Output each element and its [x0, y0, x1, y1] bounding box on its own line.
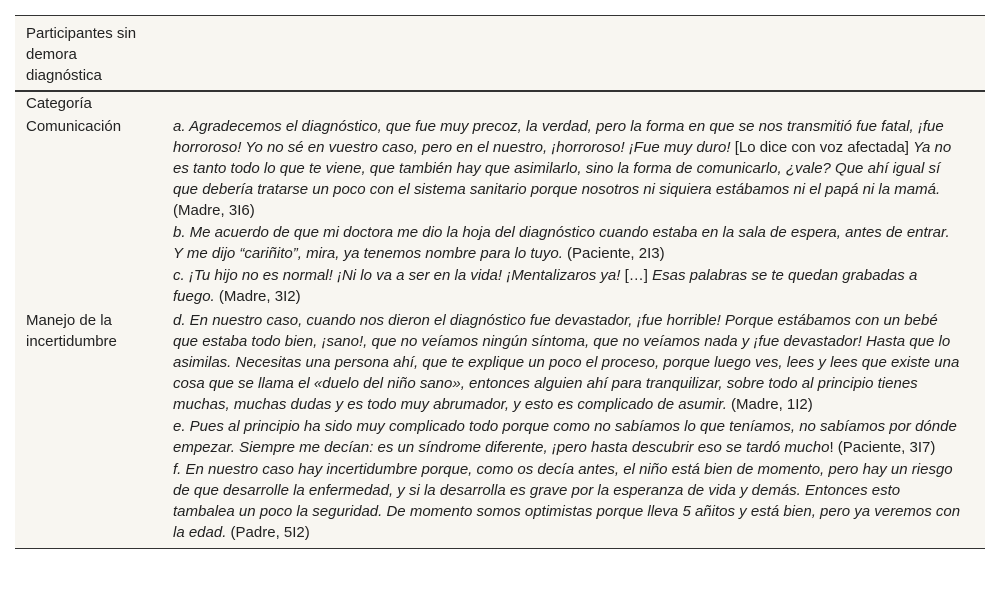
category-heading-row [15, 92, 985, 116]
quotes-cell [173, 116, 963, 307]
quote-a [173, 116, 963, 221]
quote-annotation: [Lo dice con voz afectada] [734, 139, 914, 156]
table-header-participants: Participantes sin demora diagnóstica [26, 25, 137, 84]
quote-e [173, 416, 963, 458]
category-label: Comunicación [26, 118, 122, 135]
category-label: Manejo de la incertidumbre [26, 312, 117, 350]
quotes-cell [173, 310, 963, 543]
quote-attribution: (Madre, 1I2) [726, 396, 813, 413]
quote-attribution: ! (Paciente, 3I7) [829, 439, 936, 456]
quote-annotation: […] [624, 267, 653, 284]
table-row-comunicacion [15, 116, 985, 310]
table-header-row [15, 16, 985, 92]
quote-text: f. En nuestro caso hay incertidumbre porque, como os decía antes, el niño está bien de momento, pero hay un riesgo de que desarrolle la enfermedad, y si la desarrolla es grave por la esperanza de vida y demás. Entonces esto tambalea un poco la seguridad. De momento somos optimistas porque lleva 5 añitos y está bien, pero ya veremos con la edad. [173, 461, 961, 541]
quote-text: a. Agradecemos el diagnóstico, que fue muy precoz, la verdad, pero la forma en que se nos transmitió fue fatal, ¡fue horroroso! Yo no sé en vuestro caso, pero en el nuestro, ¡horroroso! ¡Fue muy duro! [173, 118, 944, 156]
quote-b [173, 222, 963, 264]
qualitative-quotes-table [15, 15, 985, 549]
quote-c [173, 265, 963, 307]
quote-text: b. Me acuerdo de que mi doctora me dio la hoja del diagnóstico cuando estaba en la sala de espera, antes de entrar. Y me dijo “cariñito”, mira, ya tenemos nombre para lo tuyo. [173, 224, 950, 262]
quote-attribution: (Paciente, 2I3) [562, 245, 665, 262]
quote-text: Esas palabras se te quedan grabadas a fuego. [173, 267, 918, 305]
quote-text: Ya no es tanto todo lo que te viene, que también hay que asimilarlo, sino la forma de comunicarlo, ¿vale? Que ahí igual sí que debería tratarse un poco con el sistema sanitario porque nosotros ni siquiera estábamos ni el papá ni la mamá. [173, 139, 952, 198]
category-heading: Categoría [26, 95, 92, 112]
table-row-manejo-incertidumbre [15, 310, 985, 548]
quote-d [173, 310, 963, 415]
quote-text: d. En nuestro caso, cuando nos dieron el diagnóstico fue devastador, ¡fue horrible! Porque estábamos con un bebé que estaba todo bien, ¡sano!, que no veíamos ningún síntoma, que no veíamos nada y ¡fue devastador! Hasta que lo asimilas. Necesitas una persona ahí, que te explique un poco el proceso, porque luego ves, lees y lees que existe una cosa que se llama el «duelo del niño sano», entonces alguien ahí para tranquilizar, sobre todo al principio tienes muchas, muchas dudas y es todo muy abrumador, y esto es complicado de asumir. [173, 312, 960, 413]
quote-text: e. Pues al principio ha sido muy complicado todo porque como no sabíamos lo que teníamos, no sabíamos por dónde empezar. Siempre me decían: es un síndrome diferente, ¡pero hasta descubrir eso se tardó mucho [173, 418, 957, 456]
quote-text: c. ¡Tu hijo no es normal! ¡Ni lo va a ser en la vida! ¡Mentalizaros ya! [173, 267, 625, 284]
quote-f [173, 459, 963, 543]
quote-attribution: (Madre, 3I2) [214, 288, 301, 305]
quote-attribution: (Madre, 3I6) [173, 202, 255, 219]
quote-attribution: (Padre, 5I2) [226, 524, 310, 541]
